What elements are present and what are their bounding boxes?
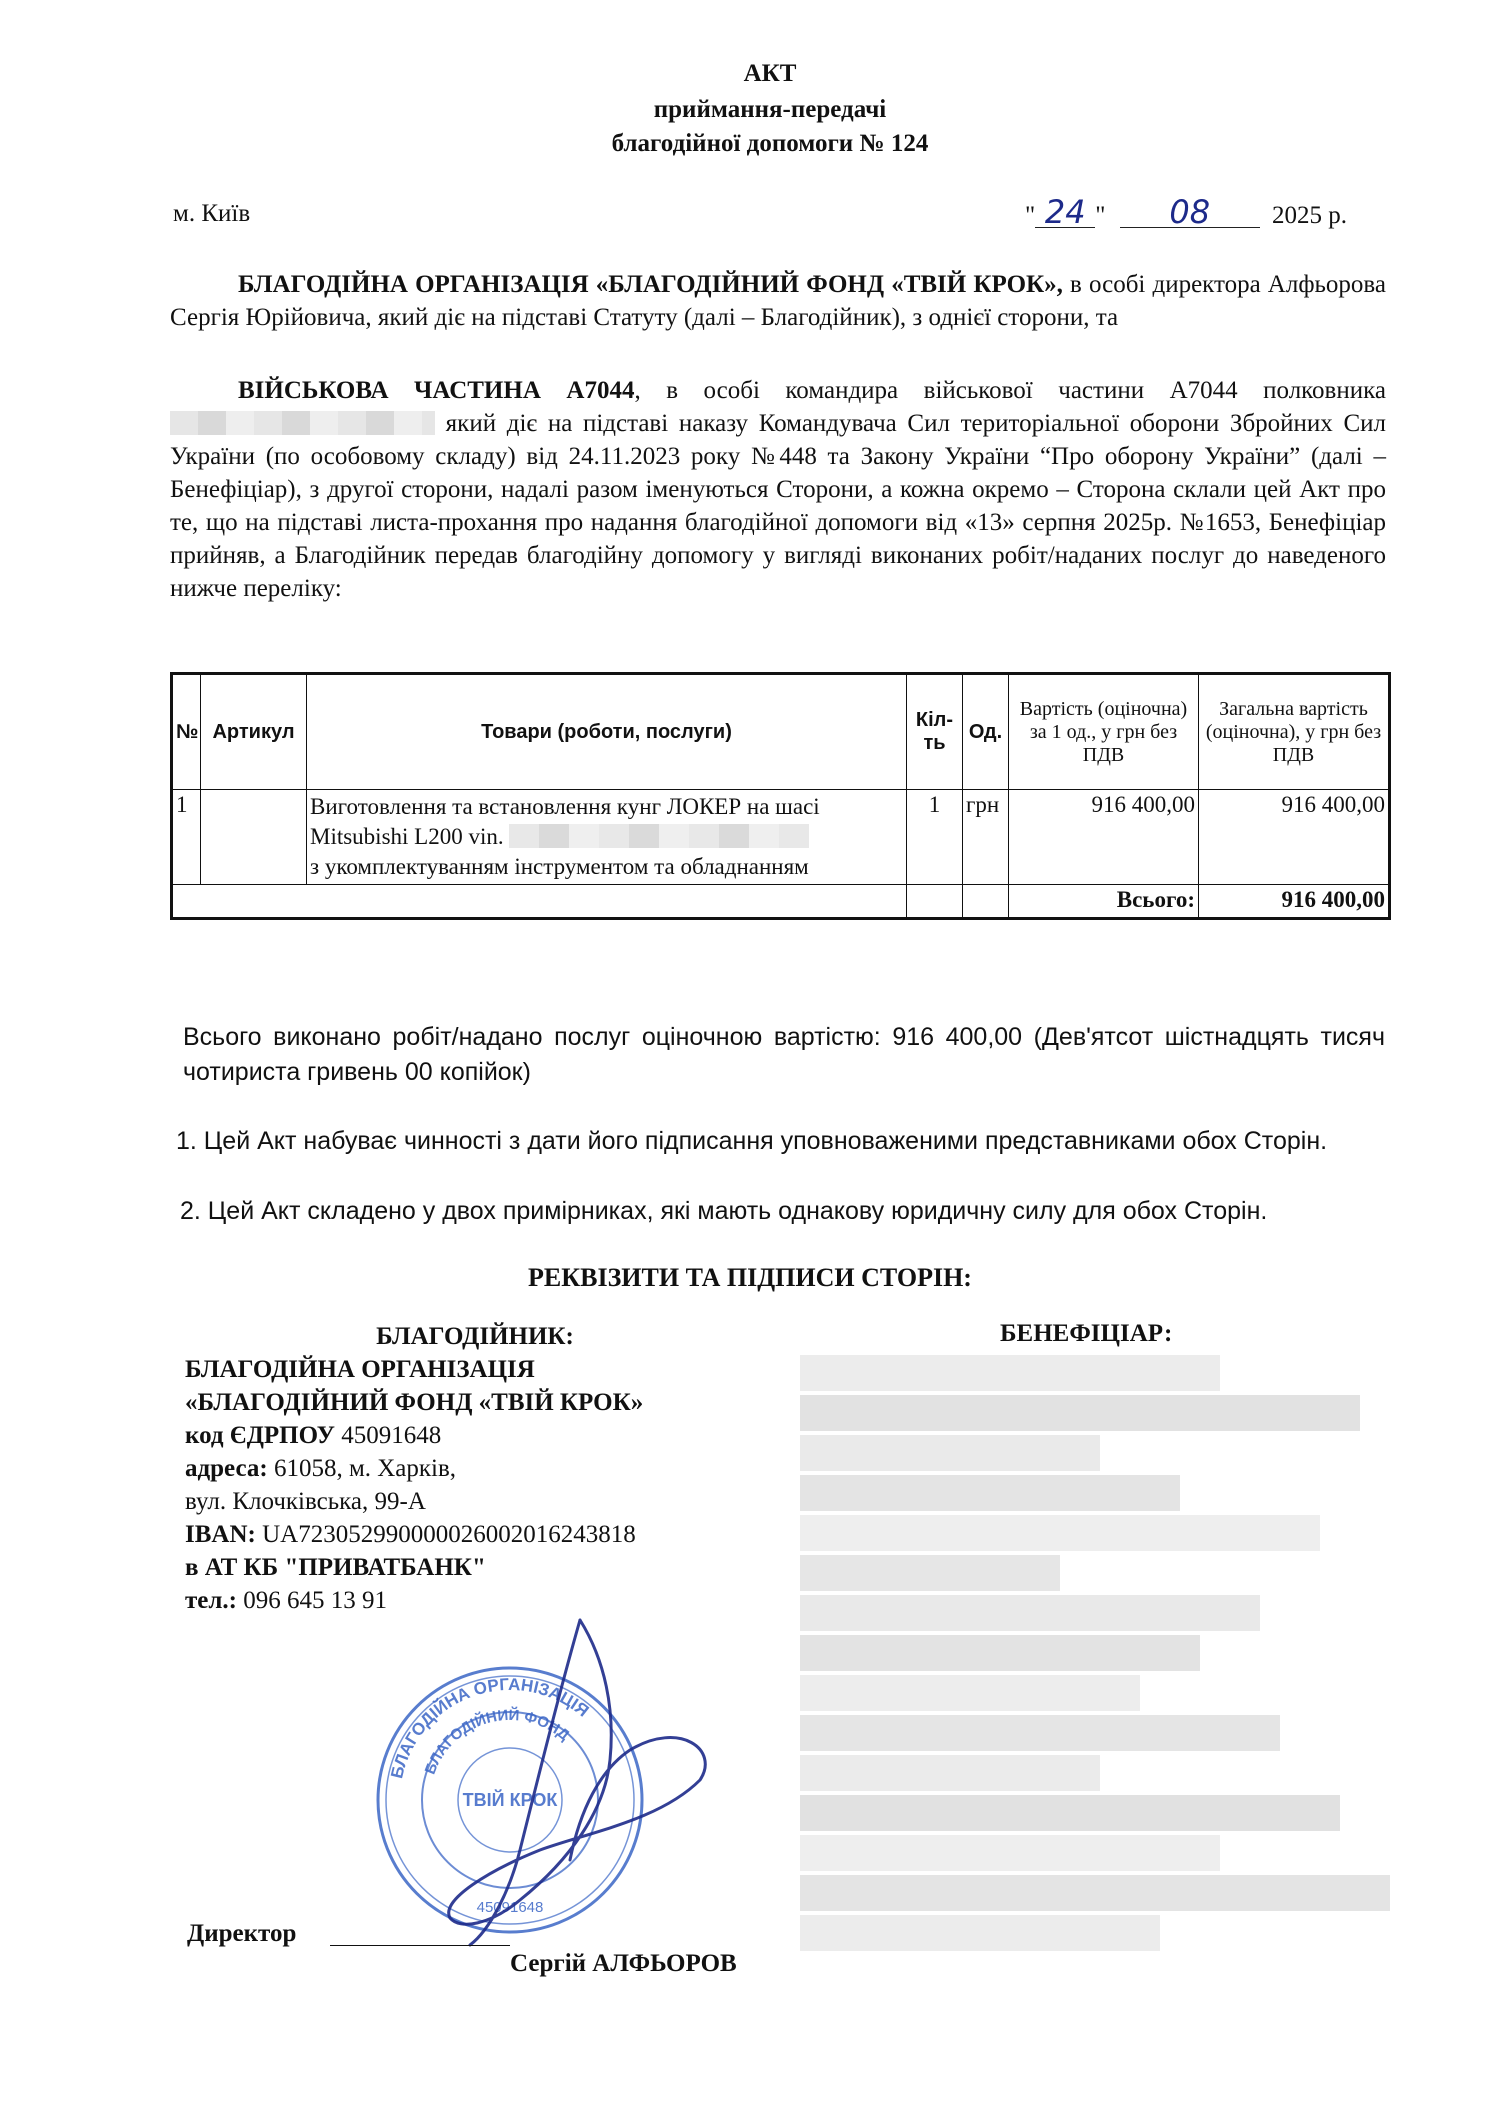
col-header-article: Артикул <box>201 674 307 790</box>
date-year: 2025 р. <box>1271 202 1347 229</box>
clause-2: 2. Цей Акт складено у двох примірниках, які мають однакову юридичну силу для обох Сторін. <box>180 1197 1268 1225</box>
row-unit: грн <box>963 790 1009 885</box>
beneficiary-text-a: , в особі командира військової частини А7044 полковника <box>634 377 1386 404</box>
donor-heading: БЛАГОДІЙНИК: <box>376 1323 574 1350</box>
donor-org-line1: БЛАГОДІЙНА ОРГАНІЗАЦІЯ <box>185 1356 535 1383</box>
doc-subtitle-number: благодійної допомоги № 124 <box>611 130 929 157</box>
document-date <box>1025 193 1347 231</box>
beneficiary-heading: БЕНЕФІЦІАР: <box>1000 1320 1173 1347</box>
date-month: 08 <box>1120 197 1260 228</box>
handwritten-signature <box>430 1600 730 1960</box>
items-table <box>170 672 1391 920</box>
table-header-row <box>172 674 1390 790</box>
donor-bank: в АТ КБ "ПРИВАТБАНК" <box>185 1554 486 1581</box>
row-qty: 1 <box>907 790 963 885</box>
donor-org-line2: «БЛАГОДІЙНИЙ ФОНД «ТВІЙ КРОК» <box>185 1389 644 1416</box>
donor-phone: 096 645 13 91 <box>236 1587 387 1614</box>
table-row <box>172 790 1390 885</box>
date-day: 24 <box>1035 197 1095 228</box>
donor-address-label: адреса: <box>185 1455 268 1482</box>
beneficiary-name: ВІЙСЬКОВА ЧАСТИНА А7044 <box>238 377 635 404</box>
date-close-quote: " <box>1095 202 1106 229</box>
table-total-row <box>172 885 1390 919</box>
signature-line <box>330 1945 510 1946</box>
party-beneficiary-paragraph <box>170 374 1386 605</box>
row-total-price: 916 400,00 <box>1199 790 1390 885</box>
redacted-vin <box>509 824 809 848</box>
stamp-outer-text: БЛАГОДІЙНА ОРГАНІЗАЦІЯ <box>387 1674 593 1781</box>
row-unit-price: 916 400,00 <box>1009 790 1199 885</box>
col-header-qty: Кіл-ть <box>907 674 963 790</box>
date-open-quote: " <box>1025 202 1036 229</box>
beneficiary-text-b: який діє на підставі наказу Командувача Сил територіальної оборони Збройних Сил України (по особовому складу) від 24.11.2023 року №448 та Закону України “Про оборону України” (далі – Бенефіціар), з другої сторони, надалі разом іменуються Сторони, а кожна окремо – Сторона склали цей Акт про те, що на підставі листа-прохання про надання благодійної допомоги від «13» серпня 2025р. №1653, Бенефіціар прийняв, а Благодійник передав благодійну допомогу у вигляді виконаних робіт/наданих послуг до наведеного нижче переліку: <box>170 410 1386 602</box>
place-of-signing: м. Київ <box>173 200 251 227</box>
stamp-center-text: ТВІЙ КРОК <box>462 1790 558 1810</box>
doc-title: АКТ <box>743 60 797 87</box>
row-description <box>307 790 907 885</box>
col-header-goods: Товари (роботи, послуги) <box>307 674 907 790</box>
donor-address-line2: вул. Клочківська, 99-А <box>185 1488 426 1515</box>
director-label: Директор <box>187 1920 297 1947</box>
party-donor-paragraph <box>170 268 1386 334</box>
row-article <box>201 790 307 885</box>
stamp-code-text: 45091648 <box>476 1899 544 1916</box>
stamp-inner-text: БЛАГОДІЙНИЙ ФОНД <box>421 1706 573 1777</box>
total-value: 916 400,00 <box>1199 885 1390 919</box>
col-header-unit: Од. <box>963 674 1009 790</box>
donor-requisites <box>185 1320 745 1617</box>
donor-text: в особі директора Алфьорова Сергія Юрійовича, який діє на підставі Статуту (далі – Благодійник), з однієї сторони, та <box>170 271 1387 331</box>
col-header-no: № <box>172 674 201 790</box>
clause-1: 1. Цей Акт набуває чинності з дати його підписання уповноваженими представниками обох Сторін. <box>176 1127 1328 1155</box>
director-name: Сергій АЛФЬОРОВ <box>510 1950 737 1977</box>
donor-iban-label: IBAN: <box>185 1521 256 1548</box>
row-description-b: з укомплектуванням інструментом та обладнанням <box>310 854 809 879</box>
donor-address-line1: 61058, м. Харків, <box>267 1455 457 1482</box>
donor-name: БЛАГОДІЙНА ОРГАНІЗАЦІЯ «БЛАГОДІЙНИЙ ФОНД «ТВІЙ КРОК», <box>238 271 1063 298</box>
doc-subtitle: приймання-передачі <box>653 96 887 123</box>
donor-code-label: код ЄДРПОУ <box>185 1422 336 1449</box>
summary-text: Всього виконано робіт/надано послуг оціночною вартістю: 916 400,00 (Дев'ятсот шістнадцять тисяч чотириста гривень 00 копійок) <box>183 1023 1385 1086</box>
donor-phone-label: тел.: <box>185 1587 237 1614</box>
donor-code: 45091648 <box>335 1422 442 1449</box>
redacted-commander-name <box>170 411 435 435</box>
requisites-title: РЕКВІЗИТИ ТА ПІДПИСИ СТОРІН: <box>528 1263 972 1292</box>
donor-iban: UA723052990000026002016243818 <box>255 1521 636 1548</box>
row-no: 1 <box>172 790 201 885</box>
redacted-beneficiary-requisites <box>790 1355 1410 1965</box>
row-description-a: Виготовлення та встановлення кунг ЛОКЕР на шасі Mitsubishi L200 vin. <box>310 794 820 849</box>
col-header-unit-price: Вартість (оціночна) за 1 од., у грн без ПДВ <box>1009 674 1199 790</box>
total-label: Всього: <box>1009 885 1199 919</box>
col-header-total-price: Загальна вартість (оціночна), у грн без ПДВ <box>1199 674 1390 790</box>
